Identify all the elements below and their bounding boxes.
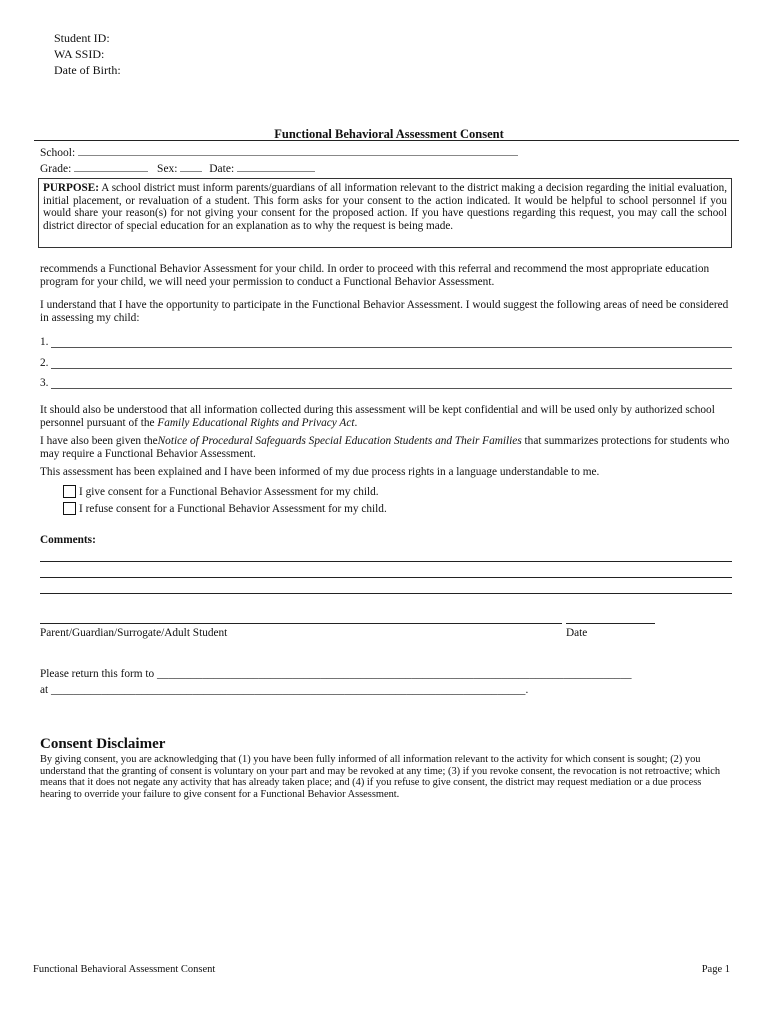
date-of-birth-label: Date of Birth: <box>54 63 121 77</box>
form-title: Functional Behavioral Assessment Consent <box>274 127 504 141</box>
recommends-paragraph: recommends a Functional Behavior Assessment for your child. In order to proceed with this referral and recommend the most appropriate education program for your child, we will need your permission to conduct a Functional Behavior Assessment. <box>40 263 710 288</box>
refuse-consent-checkbox[interactable] <box>63 502 76 515</box>
explained-paragraph: This assessment has been explained and I have been informed of my due process rights in a language understandable to me. <box>40 466 600 478</box>
signature-date-line[interactable] <box>566 623 655 624</box>
signature-date-label: Date <box>566 627 588 639</box>
date-field[interactable] <box>237 161 315 172</box>
comments-label: Comments: <box>40 534 96 546</box>
school-row <box>40 145 518 160</box>
area-line-fill <box>51 379 732 389</box>
grade-label: Grade: <box>40 163 72 175</box>
grade-row <box>40 161 315 176</box>
give-consent-option[interactable] <box>63 485 379 498</box>
confidential-end: . <box>354 416 358 429</box>
notice-text: I have also been given the <box>40 435 158 447</box>
comment-line[interactable] <box>40 593 732 594</box>
area-line-2[interactable] <box>40 357 732 369</box>
give-consent-checkbox[interactable] <box>63 485 76 498</box>
understand-paragraph: I understand that I have the opportunity to participate in the Functional Behavior Assessment. I would suggest the following areas of need be considered in assessing my child: <box>40 299 729 324</box>
title-divider <box>34 140 739 141</box>
item-number: 3. <box>40 377 49 389</box>
signature-line[interactable] <box>40 623 562 624</box>
student-id-label: Student ID: <box>54 31 110 45</box>
return-at-line: at ____________________________________________________________________________________. <box>40 684 529 696</box>
area-line-fill <box>51 338 732 348</box>
disclaimer-text: By giving consent, you are acknowledging that (1) you have been fully informed of all information relevant to the activity for which consent is sought; (2) you understand that the granting of consent is voluntary on your part and may be revoked at any time; (3) if you revoke consent, the revocation is not retroactive; which means that it does not negate any activity that has already taken place; and (4) if you refuse to give consent, the district may request mediation or a due process hearing to override your failure to give consent for a Functional Behavior Assessment. <box>40 754 721 800</box>
signer-label: Parent/Guardian/Surrogate/Adult Student <box>40 627 228 639</box>
school-label: School: <box>40 147 76 159</box>
purpose-text: A school district must inform parents/guardians of all information relevant to the district making a decision regarding the initial evaluation, initial placement, or revaluation of a student. This form asks for your consent to the action indicated. It would be helpful to school personnel if you would share your reason(s) for not giving your consent for the proposed action. If you have questions regarding this request, you may call the school district director of special education for an explanation as to why the request is being made. <box>43 182 727 232</box>
comment-line[interactable] <box>40 561 732 562</box>
give-consent-label: I give consent for a Functional Behavior Assessment for my child. <box>79 485 379 498</box>
area-line-3[interactable] <box>40 377 732 389</box>
refuse-consent-option[interactable] <box>63 502 387 515</box>
disclaimer-title: Consent Disclaimer <box>40 736 166 752</box>
page-number: Page 1 <box>701 964 730 975</box>
purpose-label: PURPOSE: <box>43 182 99 194</box>
school-field[interactable] <box>78 145 518 156</box>
date-label: Date: <box>209 163 235 175</box>
sex-label: Sex: <box>157 163 178 175</box>
sex-field[interactable] <box>180 161 202 172</box>
area-line-fill <box>51 359 732 369</box>
wa-ssid-label: WA SSID: <box>54 47 105 61</box>
comment-line[interactable] <box>40 577 732 578</box>
confidential-text: It should also be understood that all information collected during this assessment will be kept confidential and will be used only by authorized school personnel pursuant of the <box>40 404 715 429</box>
refuse-consent-label: I refuse consent for a Functional Behavior Assessment for my child. <box>79 502 387 515</box>
footer-title: Functional Behavioral Assessment Consent <box>33 964 216 975</box>
procedural-safeguards-reference: Notice of Procedural Safeguards Special Education Students and Their Families <box>157 435 522 447</box>
confidential-paragraph <box>40 404 732 429</box>
notice-text-end: that summarizes protections for students who may require a Functional Behavior Assessment. <box>40 435 730 460</box>
grade-field[interactable] <box>74 161 148 172</box>
notice-paragraph <box>40 435 732 460</box>
ferpa-reference: Family Educational Rights and Privacy Act <box>157 416 355 429</box>
student-info-header <box>54 30 121 78</box>
item-number: 2. <box>40 357 49 369</box>
item-number: 1. <box>40 336 49 348</box>
area-line-1[interactable] <box>40 336 732 348</box>
purpose-box <box>38 178 732 248</box>
return-to-line: Please return this form to ____________________________________________________________________________________ <box>40 668 632 680</box>
